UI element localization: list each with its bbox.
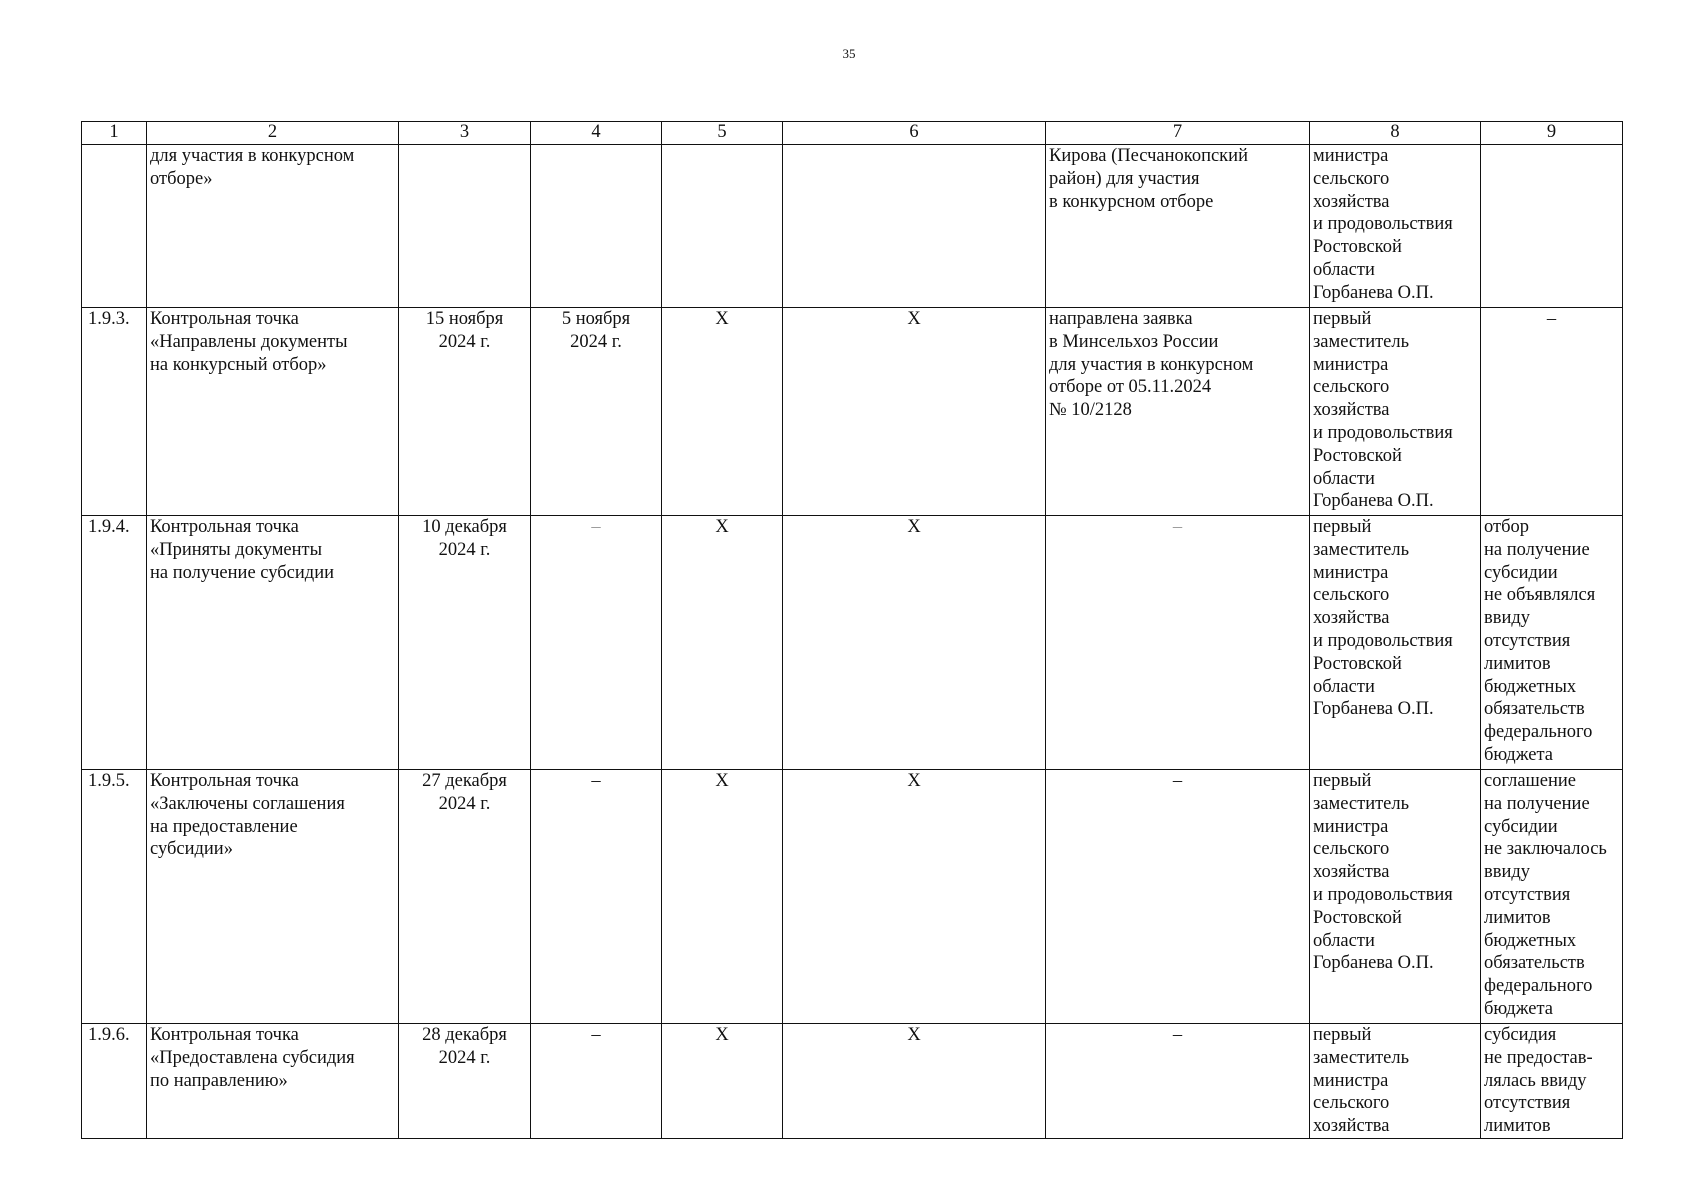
responsible-cell: министра сельского хозяйства и продовольствия Ростовской области Горбанева О.П. <box>1310 145 1481 308</box>
table-row <box>82 770 1623 1024</box>
result-cell: направлена заявка в Минсельхоз России для участия в конкурсном отборе от 05.11.2024 № 10/2128 <box>1046 308 1310 516</box>
header-cell: 8 <box>1310 122 1481 145</box>
col5-cell: Х <box>662 1024 783 1139</box>
col6-cell: Х <box>783 770 1046 1024</box>
plan-date-cell: 10 декабря 2024 г. <box>399 516 531 770</box>
header-cell: 7 <box>1046 122 1310 145</box>
plan-date-cell <box>399 145 531 308</box>
responsible-cell: первый заместитель министра сельского хозяйства и продовольствия Ростовской области Горбанева О.П. <box>1310 770 1481 1024</box>
result-cell: – <box>1046 516 1310 770</box>
fact-date-cell: – <box>531 1024 662 1139</box>
result-cell: Кирова (Песчанокопский район) для участия в конкурсном отборе <box>1046 145 1310 308</box>
note-cell: субсидия не предостав- лялась ввиду отсутствия лимитов <box>1481 1024 1623 1139</box>
row-number-cell: 1.9.4. <box>82 516 147 770</box>
header-cell: 9 <box>1481 122 1623 145</box>
event-name-cell: Контрольная точка «Предоставлена субсидия по направлению» <box>147 1024 399 1139</box>
note-cell: – <box>1481 308 1623 516</box>
row-number-cell <box>82 145 147 308</box>
plan-date-cell: 28 декабря 2024 г. <box>399 1024 531 1139</box>
row-number-cell: 1.9.3. <box>82 308 147 516</box>
fact-date-cell <box>531 145 662 308</box>
row-number-cell: 1.9.6. <box>82 1024 147 1139</box>
note-cell: отбор на получение субсидии не объявлялся ввиду отсутствия лимитов бюджетных обязательств федерального бюджета <box>1481 516 1623 770</box>
col5-cell: Х <box>662 516 783 770</box>
responsible-cell: первый заместитель министра сельского хозяйства и продовольствия Ростовской области Горбанева О.П. <box>1310 516 1481 770</box>
col5-cell <box>662 145 783 308</box>
plan-date-cell: 15 ноября 2024 г. <box>399 308 531 516</box>
header-cell: 1 <box>82 122 147 145</box>
col5-cell: Х <box>662 308 783 516</box>
header-cell: 5 <box>662 122 783 145</box>
header-cell: 6 <box>783 122 1046 145</box>
result-cell: – <box>1046 770 1310 1024</box>
header-cell: 4 <box>531 122 662 145</box>
table-row <box>82 516 1623 770</box>
table-header-row <box>82 122 1623 145</box>
responsible-cell: первый заместитель министра сельского хозяйства и продовольствия Ростовской области Горбанева О.П. <box>1310 308 1481 516</box>
table-row <box>82 1024 1623 1139</box>
header-cell: 2 <box>147 122 399 145</box>
responsible-cell: первый заместитель министра сельского хозяйства <box>1310 1024 1481 1139</box>
plan-date-cell: 27 декабря 2024 г. <box>399 770 531 1024</box>
page-number: 35 <box>842 46 856 61</box>
col5-cell: Х <box>662 770 783 1024</box>
col6-cell: Х <box>783 1024 1046 1139</box>
event-name-cell: для участия в конкурсном отборе» <box>147 145 399 308</box>
fact-date-cell: 5 ноября 2024 г. <box>531 308 662 516</box>
event-name-cell: Контрольная точка «Приняты документы на получение субсидии <box>147 516 399 770</box>
fact-date-cell: – <box>531 516 662 770</box>
event-name-cell: Контрольная точка «Направлены документы на конкурсный отбор» <box>147 308 399 516</box>
col6-cell: Х <box>783 308 1046 516</box>
header-cell: 3 <box>399 122 531 145</box>
result-cell: – <box>1046 1024 1310 1139</box>
table-row <box>82 145 1623 308</box>
fact-date-cell: – <box>531 770 662 1024</box>
note-cell <box>1481 145 1623 308</box>
event-name-cell: Контрольная точка «Заключены соглашения на предоставление субсидии» <box>147 770 399 1024</box>
col6-cell <box>783 145 1046 308</box>
col6-cell: Х <box>783 516 1046 770</box>
table-row <box>82 308 1623 516</box>
row-number-cell: 1.9.5. <box>82 770 147 1024</box>
report-table <box>81 121 1623 1139</box>
note-cell: соглашение на получение субсидии не заключалось ввиду отсутствия лимитов бюджетных обязательств федерального бюджета <box>1481 770 1623 1024</box>
